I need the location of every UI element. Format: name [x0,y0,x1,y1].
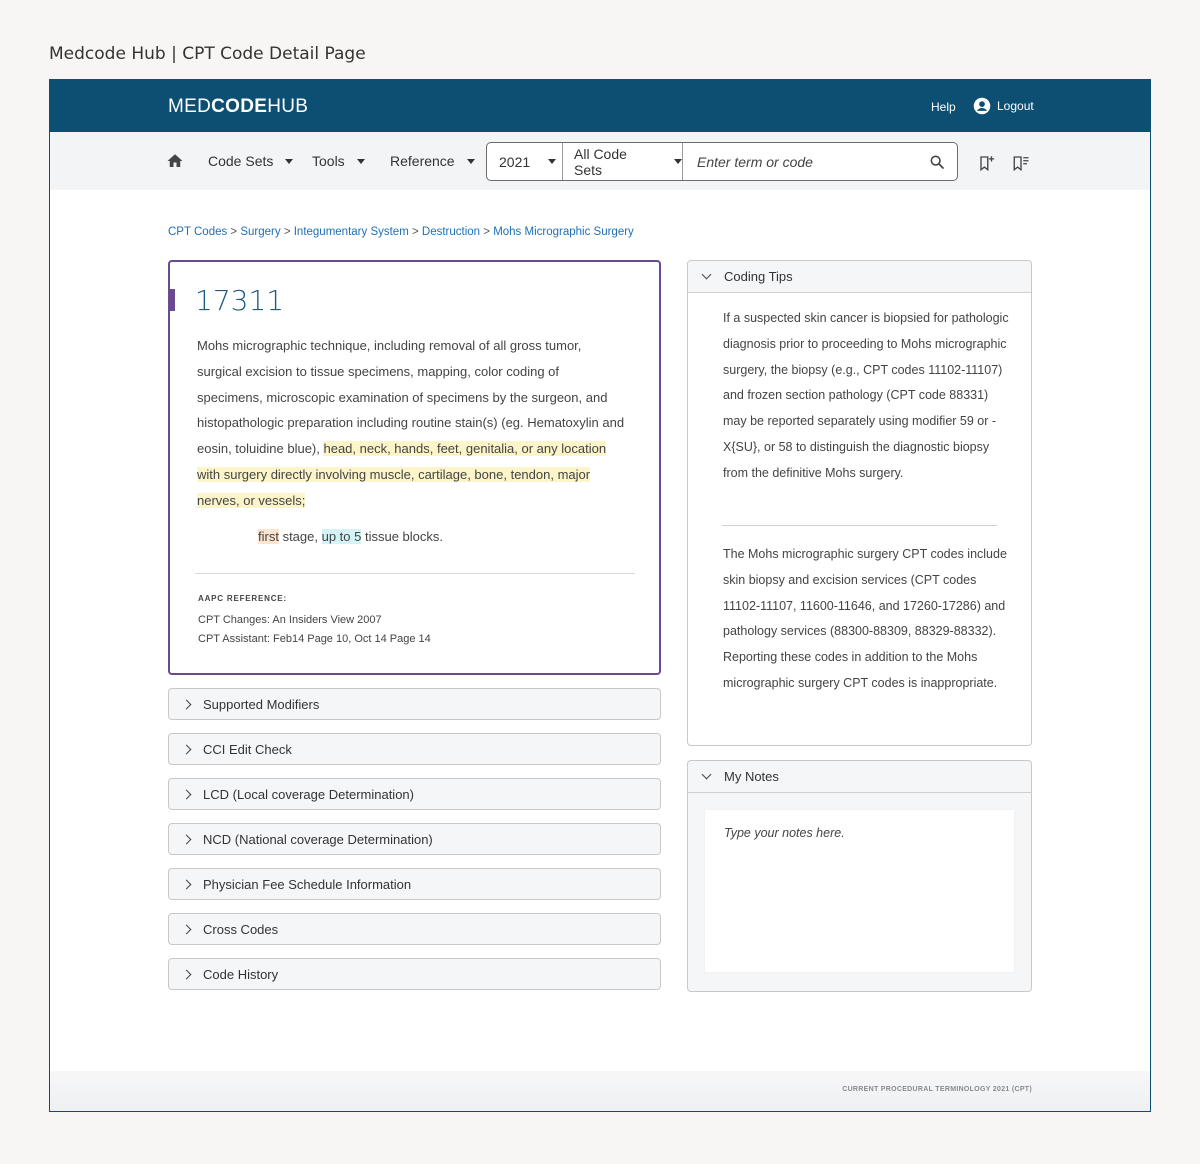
footer-text: CURRENT PROCEDURAL TERMINOLOGY 2021 (CPT) [842,1086,1032,1093]
accordion-label: Physician Fee Schedule Information [203,876,412,892]
menu-code-sets-label: Code Sets [208,153,274,169]
accordion-label: NCD (National coverage Determination) [203,831,433,847]
bookmark-list-icon[interactable] [1012,154,1030,172]
breadcrumb-surgery[interactable]: Surgery [240,226,281,238]
chevron-right-icon [182,744,192,754]
aapc-reference-item: CPT Assistant: Feb14 Page 10, Oct 14 Page 14 [198,633,431,645]
code-number: 17311 [195,284,285,317]
user-icon [973,97,991,115]
chevron-right-icon [182,789,192,799]
chevron-right-icon [182,879,192,889]
breadcrumb-integumentary[interactable]: Integumentary System [293,226,409,238]
home-icon[interactable] [166,152,184,170]
stage-first: first [258,529,279,544]
coding-tips-panel [687,260,1032,746]
year-select[interactable] [487,143,563,180]
accordion-supported-modifiers[interactable] [168,688,661,720]
breadcrumb-cpt-codes[interactable]: CPT Codes [168,226,228,238]
app-window [49,79,1151,1112]
search-button[interactable] [917,143,957,180]
accordion-label: LCD (Local coverage Determination) [203,786,414,802]
accordion-label: Cross Codes [203,921,279,937]
logo-part-2: CODE [211,96,268,117]
stage-line [258,529,443,544]
caret-down-icon [674,159,682,164]
code-sets-value: All Code Sets [574,145,627,178]
breadcrumb-destruction[interactable]: Destruction [421,226,481,238]
menu-reference-label: Reference [390,153,455,169]
stage-upto: up to 5 [321,529,362,544]
breadcrumb-separator: > [280,226,294,238]
year-value: 2021 [499,153,531,170]
code-description [197,333,627,514]
code-description-highlight: head, neck, hands, feet, genitalia, or any location with surgery directly involving muscle, cartilage, bone, tendon, major nerves, or vessels; [197,441,607,508]
menu-tools[interactable] [312,153,365,169]
chevron-down-icon [702,270,712,280]
caret-down-icon [285,159,293,164]
logo[interactable] [168,96,308,118]
code-detail-card [168,260,661,675]
breadcrumb-separator: > [480,226,494,238]
aapc-reference-item: CPT Changes: An Insiders View 2007 [198,614,382,626]
chevron-right-icon [182,969,192,979]
aapc-reference-title: AAPC REFERENCE: [198,594,287,603]
accordion-label: Supported Modifiers [203,696,320,712]
caret-down-icon [548,159,556,164]
my-notes-panel [687,760,1032,992]
stage-end: tissue blocks. [361,529,444,544]
accordion-label: Code History [203,966,279,982]
stage-mid: stage, [278,529,322,544]
chevron-right-icon [182,699,192,709]
logout-label: Logout [997,99,1034,113]
menu-tools-label: Tools [312,153,345,169]
code-sets-select[interactable] [563,143,683,180]
chevron-right-icon [182,834,192,844]
menu-reference[interactable] [390,153,475,169]
search-input[interactable] [683,143,917,180]
menu-code-sets[interactable] [208,153,293,169]
code-description-text: Mohs micrographic technique, including removal of all gross tumor, surgical excision to tissue specimens, mapping, color coding of specimens, microscopic examination of specimens by the surgeon, and histopathologic preparation including routine stain(s) (eg. Hematoxylin and eosin, toluidine blue), [197,338,625,457]
chevron-down-icon [702,770,712,780]
my-notes-header[interactable] [688,761,1031,793]
help-link[interactable]: Help [931,100,956,114]
divider [722,525,997,526]
search-group [486,142,958,181]
notes-textarea[interactable] [705,810,1014,972]
logo-part-3: HUB [267,96,309,117]
caret-down-icon [357,159,365,164]
logo-part-1: MED [168,96,212,117]
accordion-code-history[interactable] [168,958,661,990]
accordion-ncd[interactable] [168,823,661,855]
code-accent-bar [170,289,175,311]
accordion-cross-codes[interactable] [168,913,661,945]
logout-button[interactable] [973,97,1034,115]
search-icon [929,154,945,170]
coding-tips-header[interactable] [688,261,1031,293]
accordion-cci-edit-check[interactable] [168,733,661,765]
breadcrumb [168,226,634,238]
breadcrumb-separator: > [408,226,422,238]
nav-bar [50,132,1150,190]
coding-tip: The Mohs micrographic surgery CPT codes include skin biopsy and excision services (CPT codes 11102-11107, 11600-11646, and 17260-17286) and pathology services (88300-88309, 88329-88332). Reporting these codes in addition to the Mohs micrographic surgery CPT codes is inappropriate. [723,547,1007,690]
footer [50,1071,1150,1111]
accordion-lcd[interactable] [168,778,661,810]
coding-tips-title: Coding Tips [724,269,793,284]
page-caption: Medcode Hub | CPT Code Detail Page [49,44,366,64]
caret-down-icon [467,159,475,164]
top-bar [50,80,1150,132]
divider [195,573,635,574]
breadcrumb-mohs[interactable]: Mohs Micrographic Surgery [493,226,634,238]
accordion-physician-fee-schedule[interactable] [168,868,661,900]
coding-tip: If a suspected skin cancer is biopsied for pathologic diagnosis prior to proceeding to Mohs micrographic surgery, the biopsy (e.g., CPT codes 11102-11107) and frozen section pathology (CPT code 88331) may be reported separately using modifier 59 or -X{SU}, or 58 to distinguish the diagnostic biopsy from the definitive Mohs surgery. [723,311,1009,480]
bookmark-add-icon[interactable] [978,154,996,172]
breadcrumb-separator: > [227,226,241,238]
accordion-label: CCI Edit Check [203,741,292,757]
my-notes-title: My Notes [724,769,779,784]
chevron-right-icon [182,924,192,934]
